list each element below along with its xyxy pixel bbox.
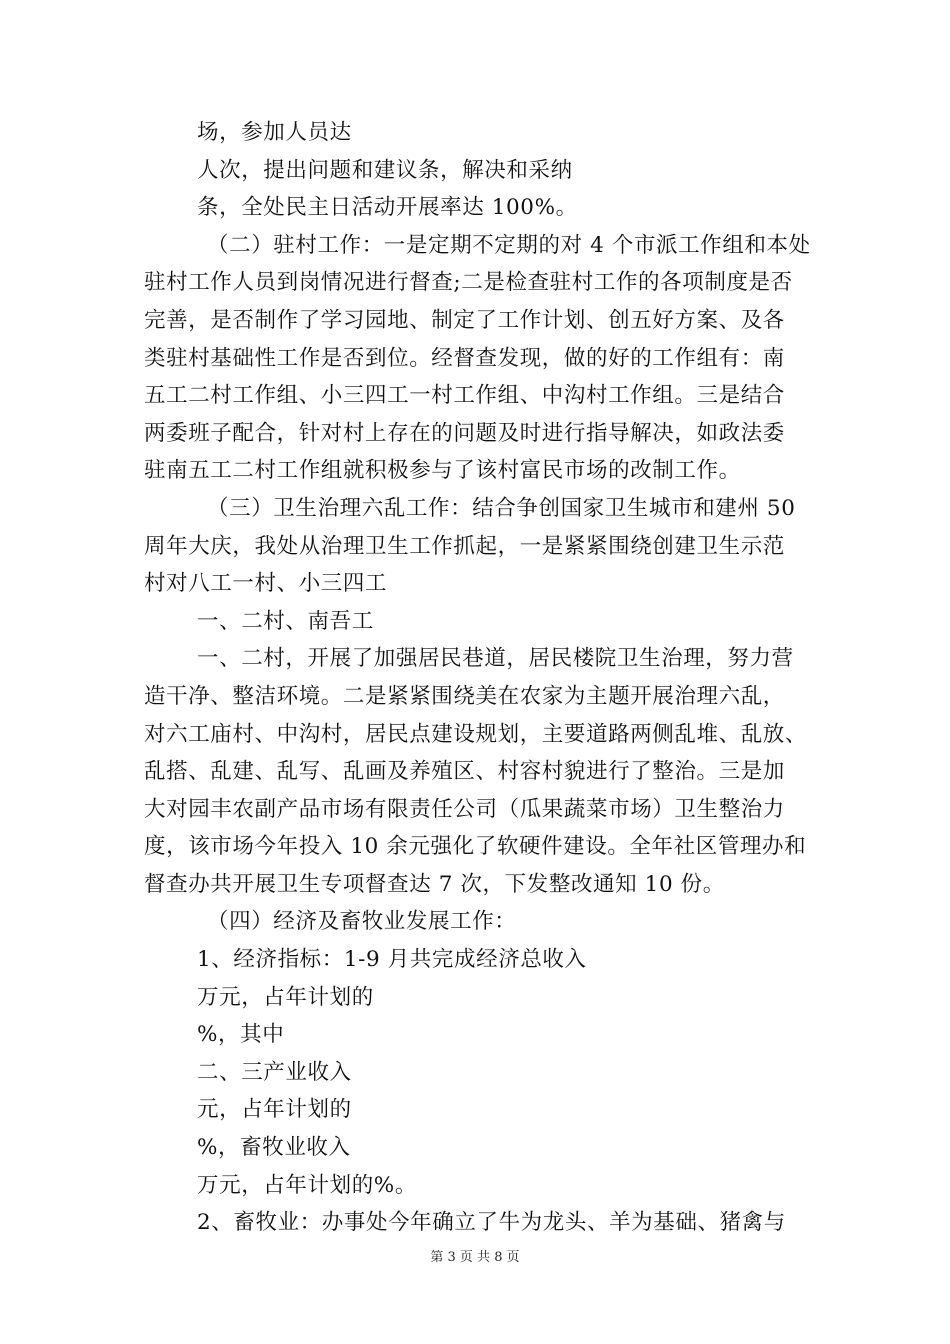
text-line: 完善，是否制作了学习园地、制定了工作计划、创五好方案、及各 [144,307,785,333]
text-line: 对六工庙村、中沟村，居民点建设规划，主要道路两侧乱堆、乱放、 [144,721,808,747]
text-line: 类驻村基础性工作是否到位。经督查发现，做的好的工作组有：南 [144,345,785,371]
text-line: 五工二村工作组、小三四工一村工作组、中沟村工作组。三是结合 [144,383,785,409]
document-body [144,114,816,1242]
text-line: 万元，占年计划的%。 [197,1172,417,1198]
text-line: 村对八工一村、小三四工 [144,571,388,597]
text-line: （二）驻村工作：一是定期不定期的对 4 个市派工作组和本处 [207,232,811,258]
text-line: 人次，提出问题和建议条，解决和采纳 [197,157,573,183]
text-line: 1、经济指标：1-9 月共完成经济总收入 [197,947,587,973]
text-line: %，其中 [197,1022,285,1048]
text-line: 造干净、整洁环境。二是紧紧围绕美在农家为主题开展治理六乱， [144,683,785,709]
text-line: %，畜牧业收入 [197,1135,351,1161]
text-line: （四）经济及畜牧业发展工作： [207,909,517,935]
text-line: 元，占年计划的 [197,1097,352,1123]
text-line: 乱搭、乱建、乱写、乱画及养殖区、村容村貌进行了整治。三是加 [144,759,785,785]
text-line: 驻南五工二村工作组就积极参与了该村富民市场的改制工作。 [144,458,741,484]
text-line: 二、三产业收入 [197,1059,352,1085]
page-number: 第 3 页 共 8 页 [430,1250,520,1265]
text-line: 条，全处民主日活动开展率达 100%。 [197,195,578,221]
text-line: 一、二村，开展了加强居民巷道，居民楼院卫生治理，努力营 [197,646,794,672]
text-line: （三）卫生治理六乱工作：结合争创国家卫生城市和建州 50 [207,495,796,521]
text-line: 万元，占年计划的 [197,984,374,1010]
text-line: 一、二村、南吾工 [197,608,374,634]
text-line: 度，该市场今年投入 10 余元强化了软硬件建设。全年社区管理办和 [144,834,807,860]
text-line: 大对园丰农副产品市场有限责任公司（瓜果蔬菜市场）卫生整治力 [144,796,785,822]
text-line: 2、畜牧业：办事处今年确立了牛为龙头、羊为基础、猪禽与 [197,1210,786,1236]
text-line: 场，参加人员达 [197,120,352,145]
text-line: 督查办共开展卫生专项督查达 7 次，下发整改通知 10 份。 [144,871,725,897]
text-line: 驻村工作人员到岗情况进行督查;二是检查驻村工作的各项制度是否 [144,270,793,296]
text-line: 两委班子配合，针对村上存在的问题及时进行指导解决，如政法委 [144,420,785,446]
text-line: 周年大庆，我处从治理卫生工作抓起，一是紧紧围绕创建卫生示范 [144,533,785,559]
